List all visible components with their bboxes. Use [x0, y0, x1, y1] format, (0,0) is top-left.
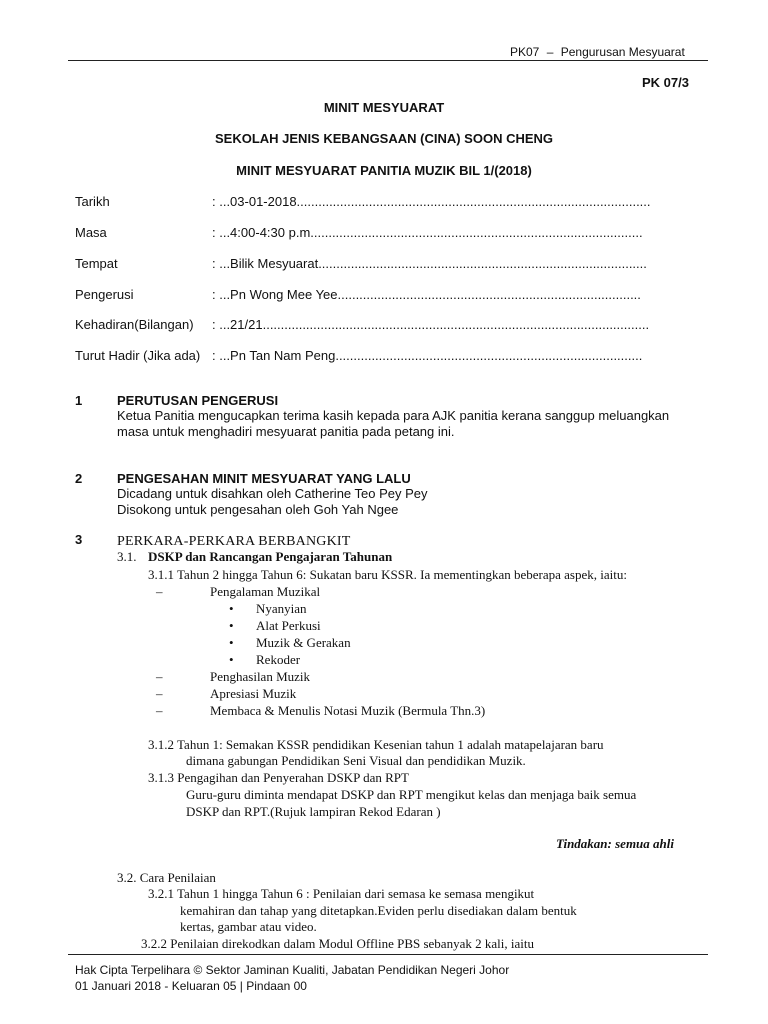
- aspect-membaca: Membaca & Menulis Notasi Muzik (Bermula Thn.3): [210, 703, 486, 718]
- bullet-icon: •: [229, 618, 234, 633]
- info-value-tarikh: : ...03-01-2018..................................................................................................: [212, 194, 651, 209]
- header-dash: –: [546, 45, 554, 59]
- title-minit: MINIT MESYUARAT: [323, 100, 445, 115]
- section-1-line-1: Ketua Panitia mengucapkan terima kasih kepada para AJK panitia kerana sanggup meluangkan: [117, 408, 670, 423]
- bullet-icon: •: [229, 652, 234, 667]
- info-label-kehadiran: Kehadiran(Bilangan): [75, 317, 194, 332]
- section-3-heading: PERKARA-PERKARA BERBANGKIT: [117, 534, 351, 549]
- dash-marker: –: [156, 669, 163, 684]
- section-2-line-1: Dicadang untuk disahkan oleh Catherine Teo Pey Pey: [117, 486, 428, 501]
- sub-3-2-2: 3.2.2 Penilaian direkodkan dalam Modul Offline PBS sebanyak 2 kali, iaitu: [141, 936, 534, 951]
- title-school: SEKOLAH JENIS KEBANGSAAN (CINA) SOON CHENG: [214, 131, 554, 146]
- sub-3-2-1-line-1: 3.2.1 Tahun 1 hingga Tahun 6 : Penilaian dari semasa ke semasa mengikut: [148, 886, 535, 901]
- info-label-turut-hadir: Turut Hadir (Jika ada): [75, 348, 201, 363]
- bullet-item-rekoder: Rekoder: [256, 652, 301, 667]
- bullet-item-alat-perkusi: Alat Perkusi: [256, 618, 321, 633]
- header-code: PK07: [510, 45, 540, 59]
- info-label-pengerusi: Pengerusi: [75, 287, 134, 302]
- info-label-tempat: Tempat: [75, 256, 118, 271]
- section-3-number: 3: [75, 532, 83, 547]
- sub-3-1-number: 3.1.: [117, 549, 137, 564]
- sub-3-1-2-line-1: 3.1.2 Tahun 1: Semakan KSSR pendidikan Kesenian tahun 1 adalah matapelajaran baru: [148, 737, 604, 752]
- info-label-tarikh: Tarikh: [75, 194, 110, 209]
- section-2-line-2: Disokong untuk pengesahan oleh Goh Yah Ngee: [117, 502, 399, 517]
- tindakan-note: Tindakan: semua ahli: [556, 836, 674, 851]
- bullet-item-muzik-gerakan: Muzik & Gerakan: [256, 635, 351, 650]
- header-rule: [68, 60, 708, 61]
- section-2-number: 2: [75, 471, 83, 486]
- info-value-tempat: : ...Bilik Mesyuarat...........................................................................................: [212, 256, 647, 271]
- aspect-pengalaman: Pengalaman Muzikal: [210, 584, 321, 599]
- footer-copyright: Hak Cipta Terpelihara © Sektor Jaminan Kualiti, Jabatan Pendidikan Negeri Johor: [75, 963, 510, 977]
- info-value-masa: : ...4:00-4:30 p.m............................................................................................: [212, 225, 643, 240]
- sub-3-2-1-line-2: kemahiran dan tahap yang ditetapkan.Eviden perlu disediakan dalam bentuk: [180, 903, 577, 918]
- section-2-heading: PENGESAHAN MINIT MESYUARAT YANG LALU: [117, 471, 411, 486]
- sub-3-1-3-line-2: Guru-guru diminta mendapat DSKP dan RPT mengikut kelas dan menjaga baik semua: [186, 787, 637, 802]
- form-number: PK 07/3: [642, 75, 689, 90]
- bullet-item-nyanyian: Nyanyian: [256, 601, 307, 616]
- bullet-icon: •: [229, 635, 234, 650]
- footer-rule: [68, 954, 708, 955]
- sub-3-1-2-line-2: dimana gabungan Pendidikan Seni Visual dan pendidikan Muzik.: [186, 753, 526, 768]
- section-1-line-2: masa untuk menghadiri mesyuarat panitia pada petang ini.: [117, 424, 455, 439]
- info-value-kehadiran: : ...21/21...........................................................................................................: [212, 317, 650, 332]
- dash-marker: –: [156, 584, 163, 599]
- info-value-turut-hadir: : ...Pn Tan Nam Peng.....................................................................................: [212, 348, 643, 363]
- sub-3-1-title: DSKP dan Rancangan Pengajaran Tahunan: [148, 549, 393, 564]
- footer-issue: 01 Januari 2018 - Keluaran 05 | Pindaan 00: [75, 979, 307, 993]
- dash-marker: –: [156, 686, 163, 701]
- sub-3-1-1: 3.1.1 Tahun 2 hingga Tahun 6: Sukatan baru KSSR. Ia mementingkan beberapa aspek, iaitu:: [148, 567, 627, 582]
- aspect-penghasilan: Penghasilan Muzik: [210, 669, 311, 684]
- sub-3-1-3-line-3: DSKP dan RPT.(Rujuk lampiran Rekod Edaran ): [186, 804, 441, 819]
- sub-3-1-3-line-1: 3.1.3 Pengagihan dan Penyerahan DSKP dan RPT: [148, 770, 409, 785]
- info-label-masa: Masa: [75, 225, 107, 240]
- dash-marker: –: [156, 703, 163, 718]
- section-1-number: 1: [75, 393, 83, 408]
- sub-3-2-1-line-3: kertas, gambar atau video.: [180, 919, 317, 934]
- info-value-pengerusi: : ...Pn Wong Mee Yee....................................................................................: [212, 287, 641, 302]
- header-line: [510, 45, 685, 59]
- sub-3-2: 3.2. Cara Penilaian: [117, 870, 216, 885]
- title-meeting: MINIT MESYUARAT PANITIA MUZIK BIL 1/(2018): [236, 163, 532, 178]
- header-title: Pengurusan Mesyuarat: [560, 45, 685, 59]
- bullet-icon: •: [229, 601, 234, 616]
- section-1-heading: PERUTUSAN PENGERUSI: [117, 393, 279, 408]
- aspect-apresiasi: Apresiasi Muzik: [210, 686, 297, 701]
